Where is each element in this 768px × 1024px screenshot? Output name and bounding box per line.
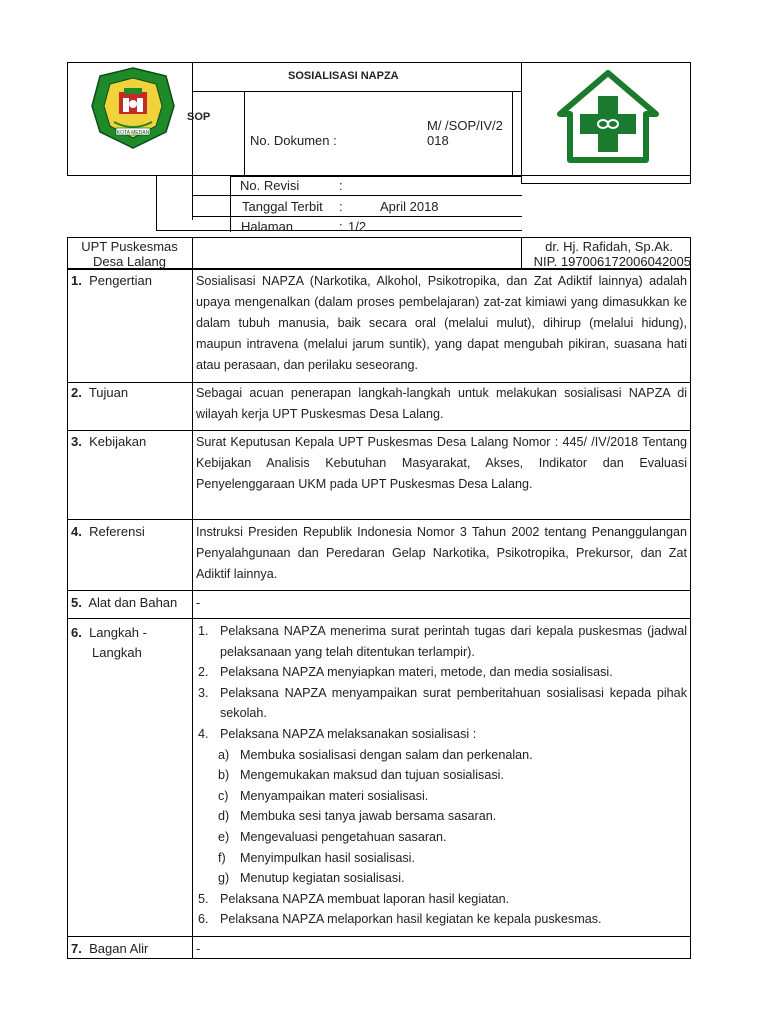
section-tujuan-heading: 2. Tujuan: [71, 385, 129, 400]
substep-item-number: d): [218, 809, 230, 824]
step-item-text: Pelaksana NAPZA menyampaikan surat pemberitahuan sosialisasi kepada pihak sekolah.: [220, 685, 687, 721]
section-pengertian-content: Sosialisasi NAPZA (Narkotika, Alkohol, Psikotropika, dan Zat Adiktif lainnya) adalah upaya mengenalkan (dalam proses pembelajaran) zat-zat kimiawi yang dimasukkan ke dalam tubuh manusia, baik secara oral (melalui mulut), dihirup (melalui hidung), maupun intravena (melalui jarum suntik), yang dapat mengubah pikiran, suasana hati atau perasaan, dan perilaku seseorang.: [196, 274, 687, 372]
tanggal-terbit-value: April 2018: [380, 199, 439, 214]
step-item-number: 5.: [198, 891, 209, 906]
step-item: [196, 662, 687, 683]
step-item-text: Pelaksana NAPZA membuat laporan hasil kegiatan.: [220, 891, 510, 906]
substep-item-number: a): [218, 747, 230, 762]
section-alat-content: -: [196, 595, 201, 610]
green-cross-logo: [556, 70, 660, 166]
substep-item-number: f): [218, 850, 226, 865]
halaman-value: 1/2: [348, 219, 367, 234]
halaman-label: Halaman: [241, 219, 294, 234]
substep-item: [196, 848, 687, 869]
step-item-number: 4.: [198, 726, 209, 741]
tanggal-terbit-colon: :: [339, 199, 343, 214]
section-tujuan-content: Sebagai acuan penerapan langkah-langkah untuk melakukan sosialisasi NAPZA di wilayah kerja UPT Puskesmas Desa Lalang.: [196, 386, 687, 421]
substep-item-text: Menyampaikan materi sosialisasi.: [240, 788, 429, 803]
step-item-text: Pelaksana NAPZA menyiapkan materi, metode, dan media sosialisasi.: [220, 665, 613, 680]
step-item-text: Pelaksana NAPZA menerima surat perintah tugas dari kepala puskesmas (jadwal pelaksanaan yang telah ditentukan terlampir).: [220, 624, 687, 659]
section-bagan-content: -: [196, 941, 201, 956]
document-title: SOSIALISASI NAPZA: [288, 70, 399, 82]
substep-item: [196, 827, 687, 848]
substep-item-number: b): [218, 768, 230, 783]
substep-item-number: e): [218, 829, 230, 844]
sop-label: SOP: [187, 111, 211, 123]
no-revisi-colon: :: [339, 178, 343, 193]
substep-item-text: Menutup kegiatan sosialisasi.: [240, 871, 405, 886]
step-item: [196, 621, 687, 662]
step-item: [196, 889, 687, 910]
section-kebijakan-heading: 3. Kebijakan: [71, 434, 147, 449]
no-dokumen-value: M/ /SOP/IV/2018: [427, 118, 503, 148]
no-dokumen-label: No. Dokumen :: [250, 133, 337, 148]
step-item-text: Pelaksana NAPZA melaporkan hasil kegiatan ke kepala puskesmas.: [220, 912, 602, 927]
section-langkah-heading: 6. Langkah - Langkah: [71, 625, 147, 660]
step-item-number: 3.: [198, 685, 209, 700]
step-item: [196, 724, 687, 745]
substep-item: [196, 745, 687, 766]
substep-item-number: g): [218, 871, 230, 886]
substep-item-text: Membuka sesi tanya jawab bersama sasaran.: [240, 809, 497, 824]
section-kebijakan-content: Surat Keputusan Kepala UPT Puskesmas Desa Lalang Nomor : 445/ /IV/2018 Tentang Kebijakan Analisis Kebutuhan Masyarakat, Akses, Indikator dan Evaluasi Penyelenggaraan UKM pada UPT Puskesmas Desa Lalang.: [196, 435, 687, 491]
section-pengertian-heading: 1. Pengertian: [71, 273, 152, 288]
signatory: dr. Hj. Rafidah, Sp.Ak. NIP. 197006172006042005: [533, 239, 691, 269]
no-revisi-label: No. Revisi: [240, 178, 300, 193]
section-referensi-heading: 4. Referensi: [71, 524, 145, 539]
substep-item-text: Membuka sosialisasi dengan salam dan perkenalan.: [240, 747, 533, 762]
unit-name: UPT Puskesmas Desa Lalang: [81, 239, 178, 269]
substep-item: [196, 868, 687, 889]
step-item-text: Pelaksana NAPZA melaksanakan sosialisasi :: [220, 726, 477, 741]
step-item-number: 6.: [198, 912, 209, 927]
substep-item: [196, 765, 687, 786]
substep-item: [196, 806, 687, 827]
step-item-number: 2.: [198, 665, 209, 680]
substep-item-text: Mengemukakan maksud dan tujuan sosialisasi.: [240, 768, 504, 783]
city-emblem-logo: [86, 66, 180, 150]
substep-item-text: Mengevaluasi pengetahuan sasaran.: [240, 829, 447, 844]
section-alat-heading: 5. Alat dan Bahan: [71, 595, 178, 610]
halaman-colon: :: [339, 219, 343, 234]
section-referensi-content: Instruksi Presiden Republik Indonesia Nomor 3 Tahun 2002 tentang Penanggulangan Penyalahgunaan dan Peredaran Gelap Narkotika, Psikotropika, Prekursor, dan Zat Adiktif lainnya.: [196, 525, 687, 581]
step-item-number: 1.: [198, 624, 209, 638]
substep-item-text: Menyimpulkan hasil sosialisasi.: [240, 850, 415, 865]
steps-list: [196, 621, 687, 930]
step-item: [196, 683, 687, 724]
tanggal-terbit-label: Tanggal Terbit: [242, 199, 323, 214]
substep-item-number: c): [218, 788, 229, 803]
substep-item: [196, 786, 687, 807]
svg-text:KOTA MEDAN: KOTA MEDAN: [116, 130, 150, 136]
step-item: [196, 909, 687, 930]
section-bagan-heading: 7. Bagan Alir: [71, 941, 149, 956]
